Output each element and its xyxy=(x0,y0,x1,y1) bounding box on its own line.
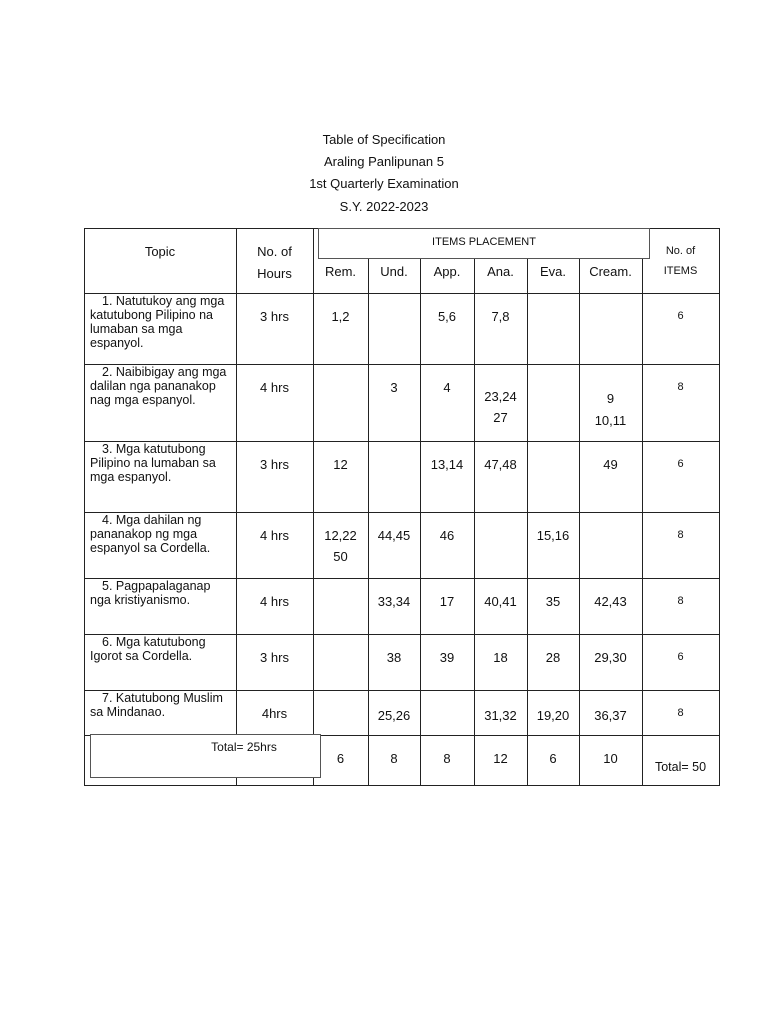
header-eva: Eva. xyxy=(539,264,566,279)
header-ana: Ana. xyxy=(487,264,514,279)
topic-cell: 7. Katutubong Muslim sa Mindanao. xyxy=(90,691,223,719)
items-cell: 6 xyxy=(677,310,684,322)
header-und: Und. xyxy=(380,264,408,279)
ana-cell: 7,8 xyxy=(491,309,510,324)
cream-cell: 29,30 xyxy=(594,650,627,665)
eva-cell: 19,20 xyxy=(536,708,570,723)
items-cell: 8 xyxy=(677,381,684,393)
cream-cell-line2: 10,11 xyxy=(594,413,627,428)
total-hours: Total= 25hrs xyxy=(211,740,277,754)
items-cell: 6 xyxy=(677,458,684,470)
header-app: App. xyxy=(433,264,461,279)
cream-cell: 9 xyxy=(606,391,615,406)
total-ana: 12 xyxy=(493,751,508,766)
items-cell: 8 xyxy=(677,707,684,719)
cream-cell: 36,37 xyxy=(594,708,627,723)
ana-cell: 31,32 xyxy=(484,708,517,723)
rem-cell: 1,2 xyxy=(331,309,350,324)
items-cell: 8 xyxy=(677,595,684,607)
total-und: 8 xyxy=(390,751,398,766)
hours-cell: 4 hrs xyxy=(260,594,289,609)
total-rem: 6 xyxy=(336,751,345,766)
specification-table xyxy=(84,228,720,786)
eva-cell: 15,16 xyxy=(536,528,570,543)
eva-cell: 28 xyxy=(545,650,561,665)
doc-title: Table of Specification xyxy=(322,132,446,147)
hours-cell: 3 hrs xyxy=(260,650,289,665)
app-cell: 17 xyxy=(439,594,455,609)
topic-cell: 1. Natutukoy ang mga katutubong Pilipino na lumaban sa mga espanyol. xyxy=(90,294,225,350)
und-cell: 38 xyxy=(386,650,402,665)
header-hours-line1: No. of xyxy=(257,244,292,259)
eva-cell: 35 xyxy=(545,594,561,609)
items-cell: 8 xyxy=(677,529,684,541)
topic-cell: 3. Mga katutubong Pilipino na lumaban sa mga espanyol. xyxy=(90,442,216,484)
topic-cell: 5. Pagpapalaganap nga kristiyanismo. xyxy=(90,579,211,607)
total-app: 8 xyxy=(443,751,451,766)
app-cell: 5,6 xyxy=(437,309,457,324)
doc-subject: Araling Panlipunan 5 xyxy=(324,154,444,169)
header-cream: Cream. xyxy=(589,264,632,279)
total-items: Total= 50 xyxy=(654,760,707,774)
app-cell: 13,14 xyxy=(430,457,464,472)
topic-cell: 2. Naibibigay ang mga dalilan nga pananakop nag mga espanyol. xyxy=(90,365,227,407)
ana-cell: 47,48 xyxy=(484,457,517,472)
total-eva: 6 xyxy=(549,751,557,766)
topic-cell: 4. Mga dahilan ng pananakop ng mga espanyol sa Cordella. xyxy=(90,513,211,555)
items-cell: 6 xyxy=(677,651,684,663)
app-cell: 4 xyxy=(443,380,451,395)
und-cell: 33,34 xyxy=(377,594,411,609)
cream-cell: 49 xyxy=(603,457,618,472)
ana-cell-line2: 27 xyxy=(493,410,508,425)
header-topic: Topic xyxy=(144,244,176,259)
ana-cell: 40,41 xyxy=(484,594,517,609)
hours-cell: 3 hrs xyxy=(260,457,289,472)
header-hours-line2: Hours xyxy=(257,266,292,281)
hours-cell: 3 hrs xyxy=(260,309,289,324)
und-cell: 44,45 xyxy=(377,528,411,543)
rem-cell-line2: 50 xyxy=(333,549,348,564)
total-cream: 10 xyxy=(603,751,618,766)
hours-cell: 4 hrs xyxy=(260,380,289,395)
und-cell: 25,26 xyxy=(377,708,411,723)
ana-cell: 23,24 xyxy=(484,389,517,404)
app-cell: 46 xyxy=(439,528,455,543)
header-items-line2: ITEMS xyxy=(663,265,698,277)
doc-school-year: S.Y. 2022-2023 xyxy=(339,199,429,214)
app-cell: 39 xyxy=(439,650,455,665)
header-items-placement: ITEMS PLACEMENT xyxy=(432,236,536,248)
ana-cell: 18 xyxy=(493,650,508,665)
cream-cell: 42,43 xyxy=(594,594,627,609)
hours-cell: 4 hrs xyxy=(260,528,289,543)
rem-cell: 12,22 xyxy=(324,528,357,543)
header-items-line1: No. of xyxy=(665,245,696,257)
topic-cell: 6. Mga katutubong Igorot sa Cordella. xyxy=(90,635,206,663)
und-cell: 3 xyxy=(390,380,398,395)
rem-cell: 12 xyxy=(333,457,348,472)
header-rem: Rem. xyxy=(324,264,357,279)
hours-cell: 4hrs xyxy=(261,706,288,721)
doc-exam: 1st Quarterly Examination xyxy=(309,176,459,191)
